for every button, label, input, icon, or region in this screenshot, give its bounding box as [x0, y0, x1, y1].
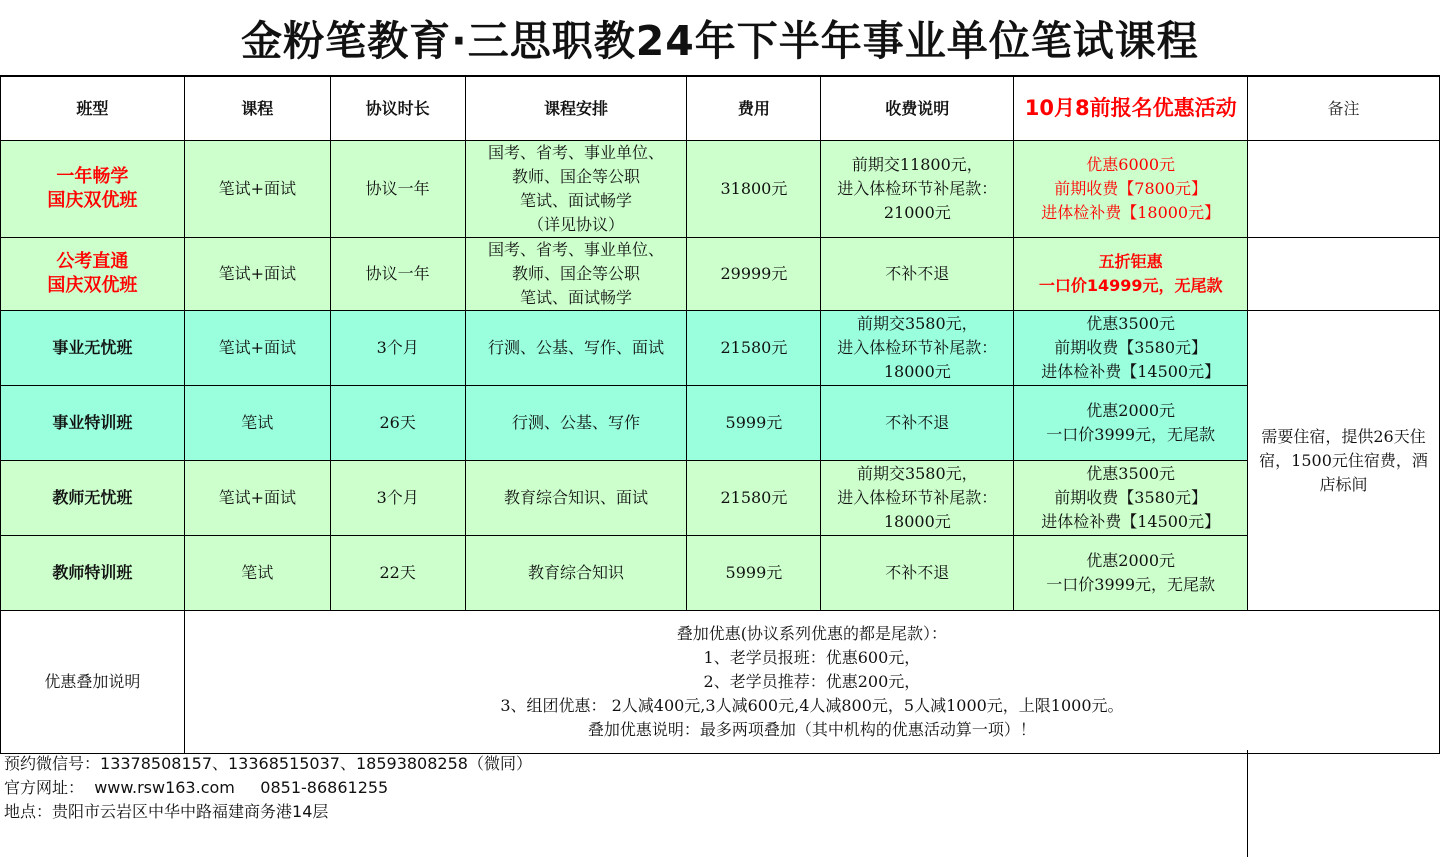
header-duration: 协议时长 — [330, 77, 465, 141]
page-title: 金粉笔教育·三思职教24年下半年事业单位笔试课程 — [0, 0, 1440, 76]
fee-note-cell: 前期交3580元， 进入体检环节补尾款： 18000元 — [821, 311, 1014, 386]
stacking-text: 叠加优惠(协议系列优惠的都是尾款）： 1、老学员报班：优惠600元， 2、老学员推荐：优惠200元， 3、组团优惠： 2人减400元,3人减600元,4人减800元，5人减1000元，上限1000元。 叠加优惠说明：最多两项叠加（其中机构的优惠活动算一项）！ — [184, 611, 1439, 754]
course-cell: 笔试+面试 — [184, 311, 330, 386]
fee-cell: 29999元 — [687, 238, 821, 311]
fee-cell: 5999元 — [687, 386, 821, 461]
fee-cell: 21580元 — [687, 461, 821, 536]
class-name: 事业特训班 — [1, 386, 185, 461]
table-row — [1, 536, 1440, 611]
fee-cell: 31800元 — [687, 141, 821, 238]
table-row — [1, 461, 1440, 536]
address-line: 地点：贵阳市云岩区中华中路福建商务港14层 — [4, 802, 329, 821]
schedule-cell: 国考、省考、事业单位、 教师、国企等公职 笔试、面试畅学 （详见协议） — [465, 141, 687, 238]
fee-note-cell: 前期交3580元， 进入体检环节补尾款： 18000元 — [821, 461, 1014, 536]
promo-cell: 优惠3500元 前期收费【3580元】 进体检补费【14500元】 — [1014, 311, 1248, 386]
duration-cell: 协议一年 — [330, 238, 465, 311]
class-name: 教师无忧班 — [1, 461, 185, 536]
course-cell: 笔试+面试 — [184, 461, 330, 536]
stacking-label: 优惠叠加说明 — [1, 611, 185, 754]
fee-cell: 5999元 — [687, 536, 821, 611]
fee-note-cell: 不补不退 — [821, 536, 1014, 611]
fee-note-cell: 前期交11800元， 进入体检环节补尾款： 21000元 — [821, 141, 1014, 238]
duration-cell: 26天 — [330, 386, 465, 461]
contact-footer — [0, 750, 1248, 857]
website-link[interactable]: www.rsw163.com — [94, 778, 235, 797]
stacking-row — [1, 611, 1440, 754]
schedule-cell: 行测、公基、写作、面试 — [465, 311, 687, 386]
fee-note-cell: 不补不退 — [821, 386, 1014, 461]
remark-cell — [1248, 141, 1440, 238]
table-row — [1, 386, 1440, 461]
phone-number: 0851-86861255 — [260, 778, 389, 797]
schedule-cell: 行测、公基、写作 — [465, 386, 687, 461]
table-row — [1, 141, 1440, 238]
duration-cell: 3个月 — [330, 311, 465, 386]
course-cell: 笔试+面试 — [184, 141, 330, 238]
promo-cell: 优惠6000元 前期收费【7800元】 进体检补费【18000元】 — [1014, 141, 1248, 238]
header-promo: 10月8前报名优惠活动 — [1014, 77, 1248, 141]
promo-cell: 优惠3500元 前期收费【3580元】 进体检补费【14500元】 — [1014, 461, 1248, 536]
header-schedule: 课程安排 — [465, 77, 687, 141]
table-row — [1, 311, 1440, 386]
header-class: 班型 — [1, 77, 185, 141]
remark-note: 需要住宿，提供26天住宿，1500元住宿费，酒店标间 — [1248, 311, 1440, 611]
duration-cell: 22天 — [330, 536, 465, 611]
course-table — [0, 76, 1440, 754]
schedule-cell: 教育综合知识、面试 — [465, 461, 687, 536]
promo-cell: 优惠2000元 一口价3999元，无尾款 — [1014, 536, 1248, 611]
header-remark: 备注 — [1248, 77, 1440, 141]
header-course: 课程 — [184, 77, 330, 141]
duration-cell: 协议一年 — [330, 141, 465, 238]
course-cell: 笔试+面试 — [184, 238, 330, 311]
header-fee-note: 收费说明 — [821, 77, 1014, 141]
course-cell: 笔试 — [184, 386, 330, 461]
wechat-line: 预约微信号：13378508157、13368515037、18593808258（微同） — [4, 754, 532, 773]
schedule-cell: 教育综合知识 — [465, 536, 687, 611]
header-fee: 费用 — [687, 77, 821, 141]
class-name: 事业无忧班 — [1, 311, 185, 386]
fee-cell: 21580元 — [687, 311, 821, 386]
class-name: 教师特训班 — [1, 536, 185, 611]
fee-note-cell: 不补不退 — [821, 238, 1014, 311]
promo-cell: 优惠2000元 一口价3999元，无尾款 — [1014, 386, 1248, 461]
remark-cell — [1248, 238, 1440, 311]
schedule-cell: 国考、省考、事业单位、 教师、国企等公职 笔试、面试畅学 — [465, 238, 687, 311]
promo-cell: 五折钜惠 一口价14999元，无尾款 — [1014, 238, 1248, 311]
table-row — [1, 238, 1440, 311]
header-row — [1, 77, 1440, 141]
website-line: 官方网址： www.rsw163.com 0851-86861255 — [4, 778, 389, 797]
course-cell: 笔试 — [184, 536, 330, 611]
duration-cell: 3个月 — [330, 461, 465, 536]
class-name: 一年畅学 国庆双优班 — [1, 141, 185, 238]
class-name: 公考直通 国庆双优班 — [1, 238, 185, 311]
